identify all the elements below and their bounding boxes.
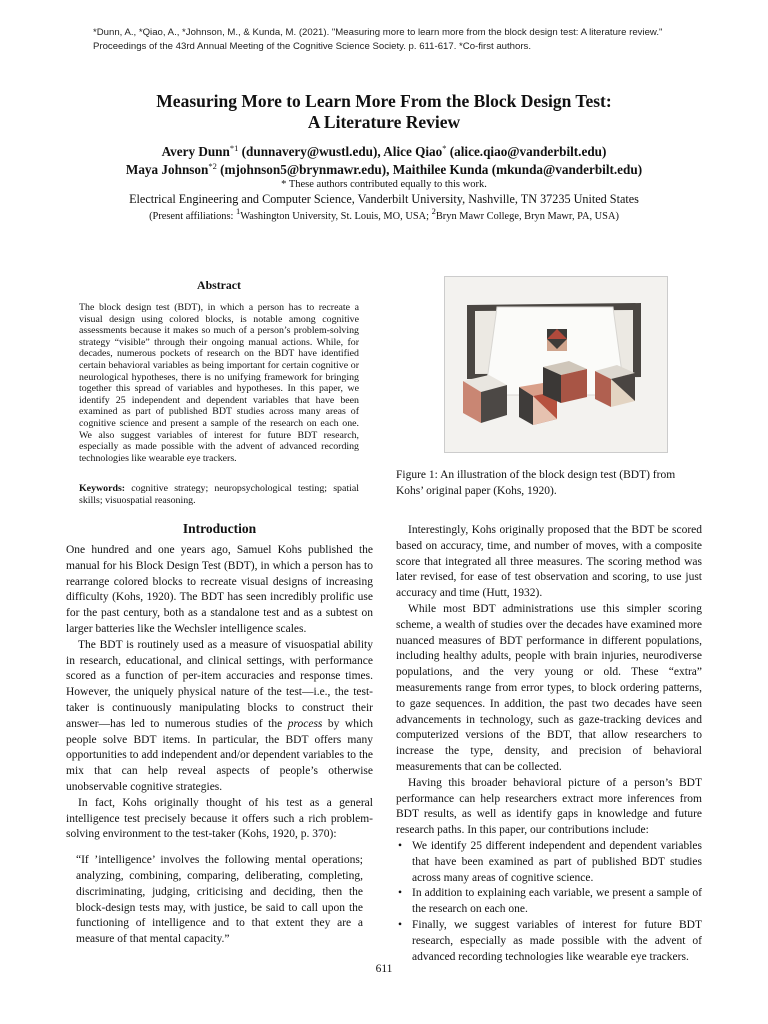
figure-caption: Figure 1: An illustration of the block design test (BDT) from Kohs’ original paper (Kohs, 1920). [396, 469, 676, 497]
present-aff-2: Bryn Mawr College, Bryn Mawr, PA, USA) [435, 211, 619, 222]
affiliation: Electrical Engineering and Computer Science, Vanderbilt University, Nashville, TN 37235 United States [129, 192, 639, 206]
intro-paragraph-1: One hundred and one years ago, Samuel Kohs published the manual for his Block Design Test (BDT), in which a person has to rearrange colored blocks to recreate visual designs of increasing difficulty (Kohs, 1920). The BDT has seen incredibly prolific use for the past century, both as a standalone test and as a subtest on larger batteries like the Wechsler intelligence scales. [66, 544, 373, 635]
bullet-icon: • [398, 887, 403, 900]
list-item [396, 886, 702, 918]
list-item-text: We identify 25 different independent and dependent variables that have been examined as part of published BDT studies across many areas of cognitive science. [412, 839, 702, 884]
present-aff-sup-1: 1 [236, 206, 241, 216]
target-pattern [547, 329, 567, 351]
intro-p2-text-a: The BDT is routinely used as a measure of visuospatial ability in research, educational, and clinical settings, with performance scored as a function of per-item accuracies and response times. However, the uniquely physical nature of the test—i.e., the test-taker is continuously manipulating blocks to construct their answer—has led to numerous studies of the [66, 638, 373, 730]
author-email: (mkunda@vanderbilt.edu) [488, 162, 643, 177]
author-superscript: *1 [229, 143, 239, 153]
intro-p2-text-b: by which people solve BDT items. In particular, the BDT offers many opportunities to add independent and/or dependent variables to the mix that can help reveal aspects of people’s otherwise unobservable cognitive strategies. [66, 717, 373, 793]
list-item [396, 839, 702, 886]
title-line-2: A Literature Review [307, 112, 461, 132]
page-number: 611 [375, 963, 393, 975]
right-column [396, 523, 702, 965]
block-design-illustration [445, 277, 667, 452]
author-name: Alice Qiao [383, 144, 443, 159]
contributions-list [396, 839, 702, 965]
author-email: (mjohnson5@brynmawr.edu), [216, 162, 393, 177]
right-paragraph-3: Having this broader behavioral picture of a person’s BDT performance can help researchers extract more inferences from BDT results, as well as identify gaps in knowledge and future research paths. In this paper, our contributions include: [396, 776, 702, 837]
affiliation-block [0, 191, 768, 225]
title-line-1: Measuring More to Learn More From the Block Design Test: [156, 91, 612, 111]
equal-contribution-note: * These authors contributed equally to this work. [281, 179, 487, 190]
author-superscript: * [442, 143, 447, 153]
introduction-heading: Introduction [182, 521, 257, 536]
bullet-icon: • [398, 839, 403, 852]
abstract-text: The block design test (BDT), in which a person has to recreate a visual design using colored blocks, is notable among cognitive assessments because it makes so much of a person’s problem-solving strategy “visible” through their ongoing manual actions. While, for decades, numerous pockets of research on the BDT have identified certain behavioral variables as being important for certain cognitive or neurological hypotheses, there is no unifying framework for bringing together this spread of variables and hypotheses. In this paper, we identify 25 independent and dependent variables that have been examined as part of published BDT studies across many areas of cognitive science and present a sample of the research on each one. We also suggest variables of interest for future BDT research, especially as made possible with the advent of advanced recording technologies like wearable eye trackers. [79, 302, 359, 464]
author-email: (alice.qiao@vanderbilt.edu) [446, 144, 607, 159]
present-aff-prefix: (Present affiliations: [149, 211, 237, 222]
block-3 [543, 361, 587, 403]
author-superscript: *2 [208, 161, 217, 171]
intro-p2-emphasis: process [287, 717, 323, 730]
kohs-quote: “If ’intelligence’ involves the following mental operations; analyzing, combining, comparing, deliberating, completing, discriminating, judging, criticising and deciding, then the block-design tests may, with justice, be said to call upon the functioning of intelligence and to that extent they are a measure of that mental capacity.” [76, 854, 363, 946]
abstract-heading: Abstract [197, 278, 241, 292]
author-list [0, 143, 768, 179]
keywords [79, 483, 359, 506]
figure-1-illustration [444, 276, 668, 453]
list-item [396, 918, 702, 965]
author-line-1 [0, 143, 768, 161]
present-affiliations [0, 208, 768, 225]
list-item-text: Finally, we suggest variables of interest for future BDT research, especially as made possible with the advent of advanced recording technologies like wearable eye trackers. [412, 918, 702, 963]
author-line-2 [0, 161, 768, 179]
block-4 [595, 365, 635, 407]
present-aff-1: Washington University, St. Louis, MO, USA; [240, 211, 432, 222]
keywords-text: cognitive strategy; neuropsychological testing; spatial skills; visuospatial reasoning. [79, 483, 359, 506]
present-aff-sup-2: 2 [431, 206, 436, 216]
intro-paragraph-2 [66, 638, 373, 796]
block-1 [463, 375, 507, 423]
right-paragraph-2: While most BDT administrations use this simpler scoring scheme, a wealth of studies over the decades have examined more nuanced measures of BDT performance in different populations, including healthy adults, people with brain injuries, neurodiverse populations, and the very young or old. These “extra” measurements range from error types, to block ordering patterns, to gaze sequences. In addition, the past two decades have seen advancements in technology, such as gaze-tracking devices and computerized versions of the BDT, that allow researchers to increase the type, density, and precision of behavioral measurements that can be collected. [396, 602, 702, 773]
paper-title [0, 91, 768, 133]
list-item-text: In addition to explaining each variable, we present a sample of the research on each one. [412, 887, 702, 916]
citation-header: *Dunn, A., *Qiao, A., *Johnson, M., & Kunda, M. (2021). "Measuring more to learn more from the block design test: A literature review." Proceedings of the 43rd Annual Meeting of the Cognitive Science Society. p. 611-617. *Co-first authors. [93, 27, 663, 52]
author-name: Maya Johnson [125, 162, 209, 177]
left-column [66, 521, 373, 948]
author-name: Avery Dunn [161, 144, 230, 159]
intro-paragraph-3: In fact, Kohs originally thought of his test as a general intelligence test precisely because it offers such a rich problem-solving environment to the test-taker (Kohs, 1920, p. 370): [66, 796, 373, 841]
right-paragraph-1: Interestingly, Kohs originally proposed that the BDT be scored based on accuracy, time, and number of moves, with a composite score that integrated all three measures. The scoring method was later revised, for ease of test observation and scoring, to use just accuracy and time (Hutt, 1932). [396, 524, 702, 600]
keywords-label: Keywords: [79, 483, 126, 494]
author-email: (dunnavery@wustl.edu), [238, 144, 384, 159]
author-name: Maithilee Kunda [392, 162, 489, 177]
bullet-icon: • [398, 918, 403, 931]
